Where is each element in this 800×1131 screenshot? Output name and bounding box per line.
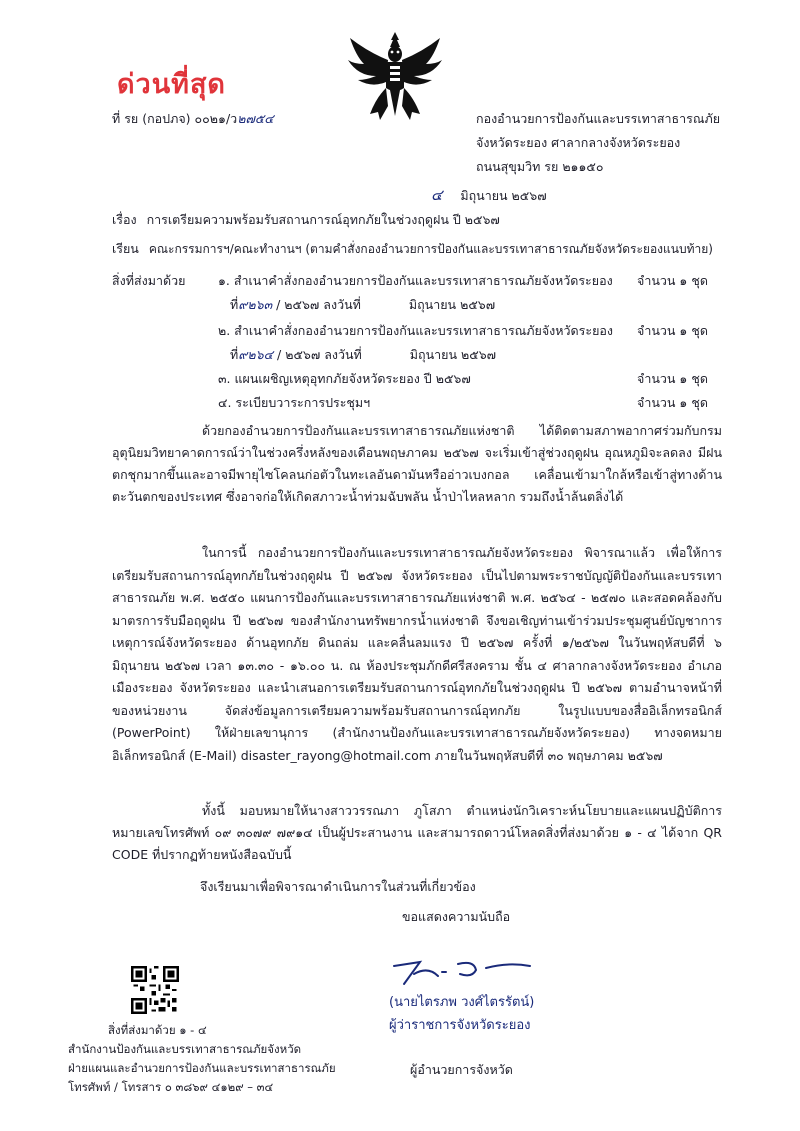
closing-text: จึงเรียนมาเพื่อพิจารณาดำเนินการในส่วนที่เกี่ยวข้อง (200, 879, 476, 894)
agency-line-3: ถนนสุขุมวิท รย ๒๑๑๕๐ (476, 159, 604, 174)
footer-office: สำนักงานป้องกันและบรรเทาสาธารณภัยจังหวัด (68, 1042, 302, 1056)
signer-position: ผู้ว่าราชการจังหวัดระยอง (389, 1018, 531, 1033)
enclosure-1-no-hand: ๙๒๖๓ (238, 297, 273, 312)
agency-line-1: กองอำนวยการป้องกันและบรรเทาสาธารณภัย (476, 111, 721, 126)
enclosure-1-date: มิถุนายน ๒๕๖๗ (408, 297, 496, 312)
enclosure-2-dated: / ๒๕๖๗ ลงวันที่ (277, 347, 362, 362)
enclosure-1-line1: ๑. สำเนาคำสั่งกองอำนวยการป้องกันและบรรเทาสาธารณภัยจังหวัดระยอง (218, 273, 613, 288)
paragraph-2: ในการนี้ กองอำนวยการป้องกันและบรรเทาสาธารณภัยจังหวัดระยอง พิจารณาแล้ว เพื่อให้การเตรียมรับสถานการณ์อุทกภัยในช่วงฤดูฝน ปี ๒๕๖๗ จังหวัดระยอง เป็นไปตามพระราชบัญญัติป้องกันและบรรเทาสาธารณภัย พ.ศ. ๒๕๕๐ แผนการป้องกันและบรรเทาสาธารณภัยแห่งชาติ พ.ศ. ๒๕๖๔ - ๒๕๗๐ และสอดคล้องกับมาตรการรับมือฤดูฝน ปี ๒๕๖๗ ของสำนักงานทรัพยากรน้ำแห่งชาติ จึงขอเชิญท่านเข้าร่วมประชุมศูนย์บัญชาการเหตุการณ์จังหวัดระยอง ด้านอุทกภัย ดินถล่ม และคลื่นลมแรง ปี ๒๕๖๗ ครั้งที่ ๑/๒๕๖๗ ในวันพฤหัสบดีที่ ๖ มิถุนายน ๒๕๖๗ เวลา ๑๓.๓๐ - ๑๖.๐๐ น. ณ ห้องประชุมภักดีศรีสงคราม ชั้น ๔ ศาลากลางจังหวัดระยอง อำเภอเมืองระยอง จังหวัดระยอง และนำเสนอการเตรียมรับสถานการณ์อุทกภัยในช่วงฤดูฝน ปี ๒๕๖๗ ตามอำนาจหน้าที่ของหน่วยงาน จัดส่งข้อมูลการเตรียมความพร้อมรับสถานการณ์อุทกภัย ในรูปแบบของสื่ออิเล็กทรอนิกส์ (PowerPoint) ให้ฝ่ายเลขานุการ (สำนักงานป้องกันและบรรเทาสาธารณภัยจังหวัดระยอง) ทางจดหมายอิเล็กทรอนิกส์ (E-Mail) disaster_rayong@hotmail.com ภายในวันพฤหัสบดีที่ ๓๐ พฤษภาคม ๒๕๖๗ (112, 545, 722, 763)
enclosure-1-no-label: ที่ (230, 297, 239, 312)
enclosure-1-qty: จำนวน ๑ ชุด (637, 273, 708, 288)
reference-handwritten: ๒๗๕๔ (237, 111, 274, 126)
enclosure-4-line1: ๔. ระเบียบวาระการประชุมฯ (218, 395, 371, 410)
footer-phone: โทรศัพท์ / โทรสาร ๐ ๓๘๖๙ ๔๑๒๙ – ๓๔ (68, 1080, 274, 1094)
regards-text: ขอแสดงความนับถือ (402, 909, 511, 924)
enclosure-2-date: มิถุนายน ๒๕๖๗ (409, 347, 497, 362)
reference-number (112, 110, 274, 128)
footer-enclosures: สิ่งที่ส่งมาด้วย ๑ - ๔ (108, 1023, 207, 1037)
enclosure-2-no-label: ที่ (230, 347, 239, 362)
signature (380, 940, 540, 990)
enclosure-3-qty: จำนวน ๑ ชุด (637, 371, 708, 386)
subject-text: การเตรียมความพร้อมรับสถานการณ์อุทกภัยในช่วงฤดูฝน ปี ๒๕๖๗ (146, 212, 500, 227)
qr-code[interactable] (131, 966, 179, 1014)
enclosures-label: สิ่งที่ส่งมาด้วย (112, 273, 186, 288)
paragraph-3: ทั้งนี้ มอบหมายให้นางสาววรรณภา ภูโสภา ตำแหน่งนักวิเคราะห์นโยบายและแผนปฏิบัติการ หมายเลขโทรศัพท์ ๐๙ ๓๐๗๙ ๗๙๑๔ เป็นผู้ประสานงาน และสามารถดาวน์โหลดสิ่งที่ส่งมาด้วย ๑ - ๔ ได้จาก QR CODE ที่ปรากฏท้ายหนังสือฉบับนี้ (112, 803, 722, 862)
enclosure-2-qty: จำนวน ๑ ชุด (637, 323, 708, 338)
enclosure-4-qty: จำนวน ๑ ชุด (637, 395, 708, 410)
signer-name: (นายไตรภพ วงศ์ไตรรัตน์) (389, 995, 535, 1010)
urgency-stamp: ด่วนที่สุด (117, 69, 226, 100)
date-day: ๔ (431, 186, 443, 204)
date-month-year: มิถุนายน ๒๕๖๗ (460, 188, 547, 203)
enclosure-3-line1: ๓. แผนเผชิญเหตุอุทกภัยจังหวัดระยอง ปี ๒๕๖๗ (218, 371, 471, 386)
enclosure-1-dated: / ๒๕๖๗ ลงวันที่ (276, 297, 361, 312)
enclosure-1-line2 (230, 296, 495, 314)
enclosure-2-line2 (230, 346, 496, 364)
footer-division: ฝ่ายแผนและอำนวยการป้องกันและบรรเทาสาธารณภัย (68, 1061, 336, 1075)
subject-label: เรื่อง (112, 212, 137, 227)
addressee-text: คณะกรรมการฯ/คณะทำงานฯ (ตามคำสั่งกองอำนวยการป้องกันและบรรเทาสาธารณภัยจังหวัดระยองแนบท้าย) (148, 242, 713, 256)
paragraph-1: ด้วยกองอำนวยการป้องกันและบรรเทาสาธารณภัยแห่งชาติ ได้ติดตามสภาพอากาศร่วมกับกรมอุตุนิยมวิทยาคาดการณ์ว่าในช่วงครึ่งหลังของเดือนพฤษภาคม ๒๕๖๗ จะเริ่มเข้าสู่ช่วงฤดูฝน อุณหภูมิจะลดลง มีฝนตกชุกมากขึ้นและอาจมีพายุไซโคลนก่อตัวในทะเลอันดามันหรืออ่าวเบงกอล เคลื่อนเข้ามาใกล้หรือเข้าสู่ทางด้านตะวันตกของประเทศ ซึ่งอาจก่อให้เกิดสภาวะน้ำท่วมฉับพลัน น้ำป่าไหลหลาก รวมถึงน้ำล้นตลิ่งได้ (112, 423, 722, 504)
subject-row (112, 211, 500, 229)
signer-role: ผู้อำนวยการจังหวัด (410, 1062, 513, 1077)
agency-line-2: จังหวัดระยอง ศาลากลางจังหวัดระยอง (476, 135, 681, 150)
addressee-label: เรียน (112, 241, 139, 256)
garuda-emblem (346, 30, 444, 126)
enclosure-2-line1: ๒. สำเนาคำสั่งกองอำนวยการป้องกันและบรรเทาสาธารณภัยจังหวัดระยอง (218, 323, 614, 338)
letter-date (431, 186, 547, 205)
addressee-row (112, 240, 713, 258)
enclosure-2-no-hand: ๙๒๖๔ (238, 347, 274, 362)
reference-prefix: ที่ รย (กอปภจ) ๐๐๒๑/ว (112, 111, 238, 126)
